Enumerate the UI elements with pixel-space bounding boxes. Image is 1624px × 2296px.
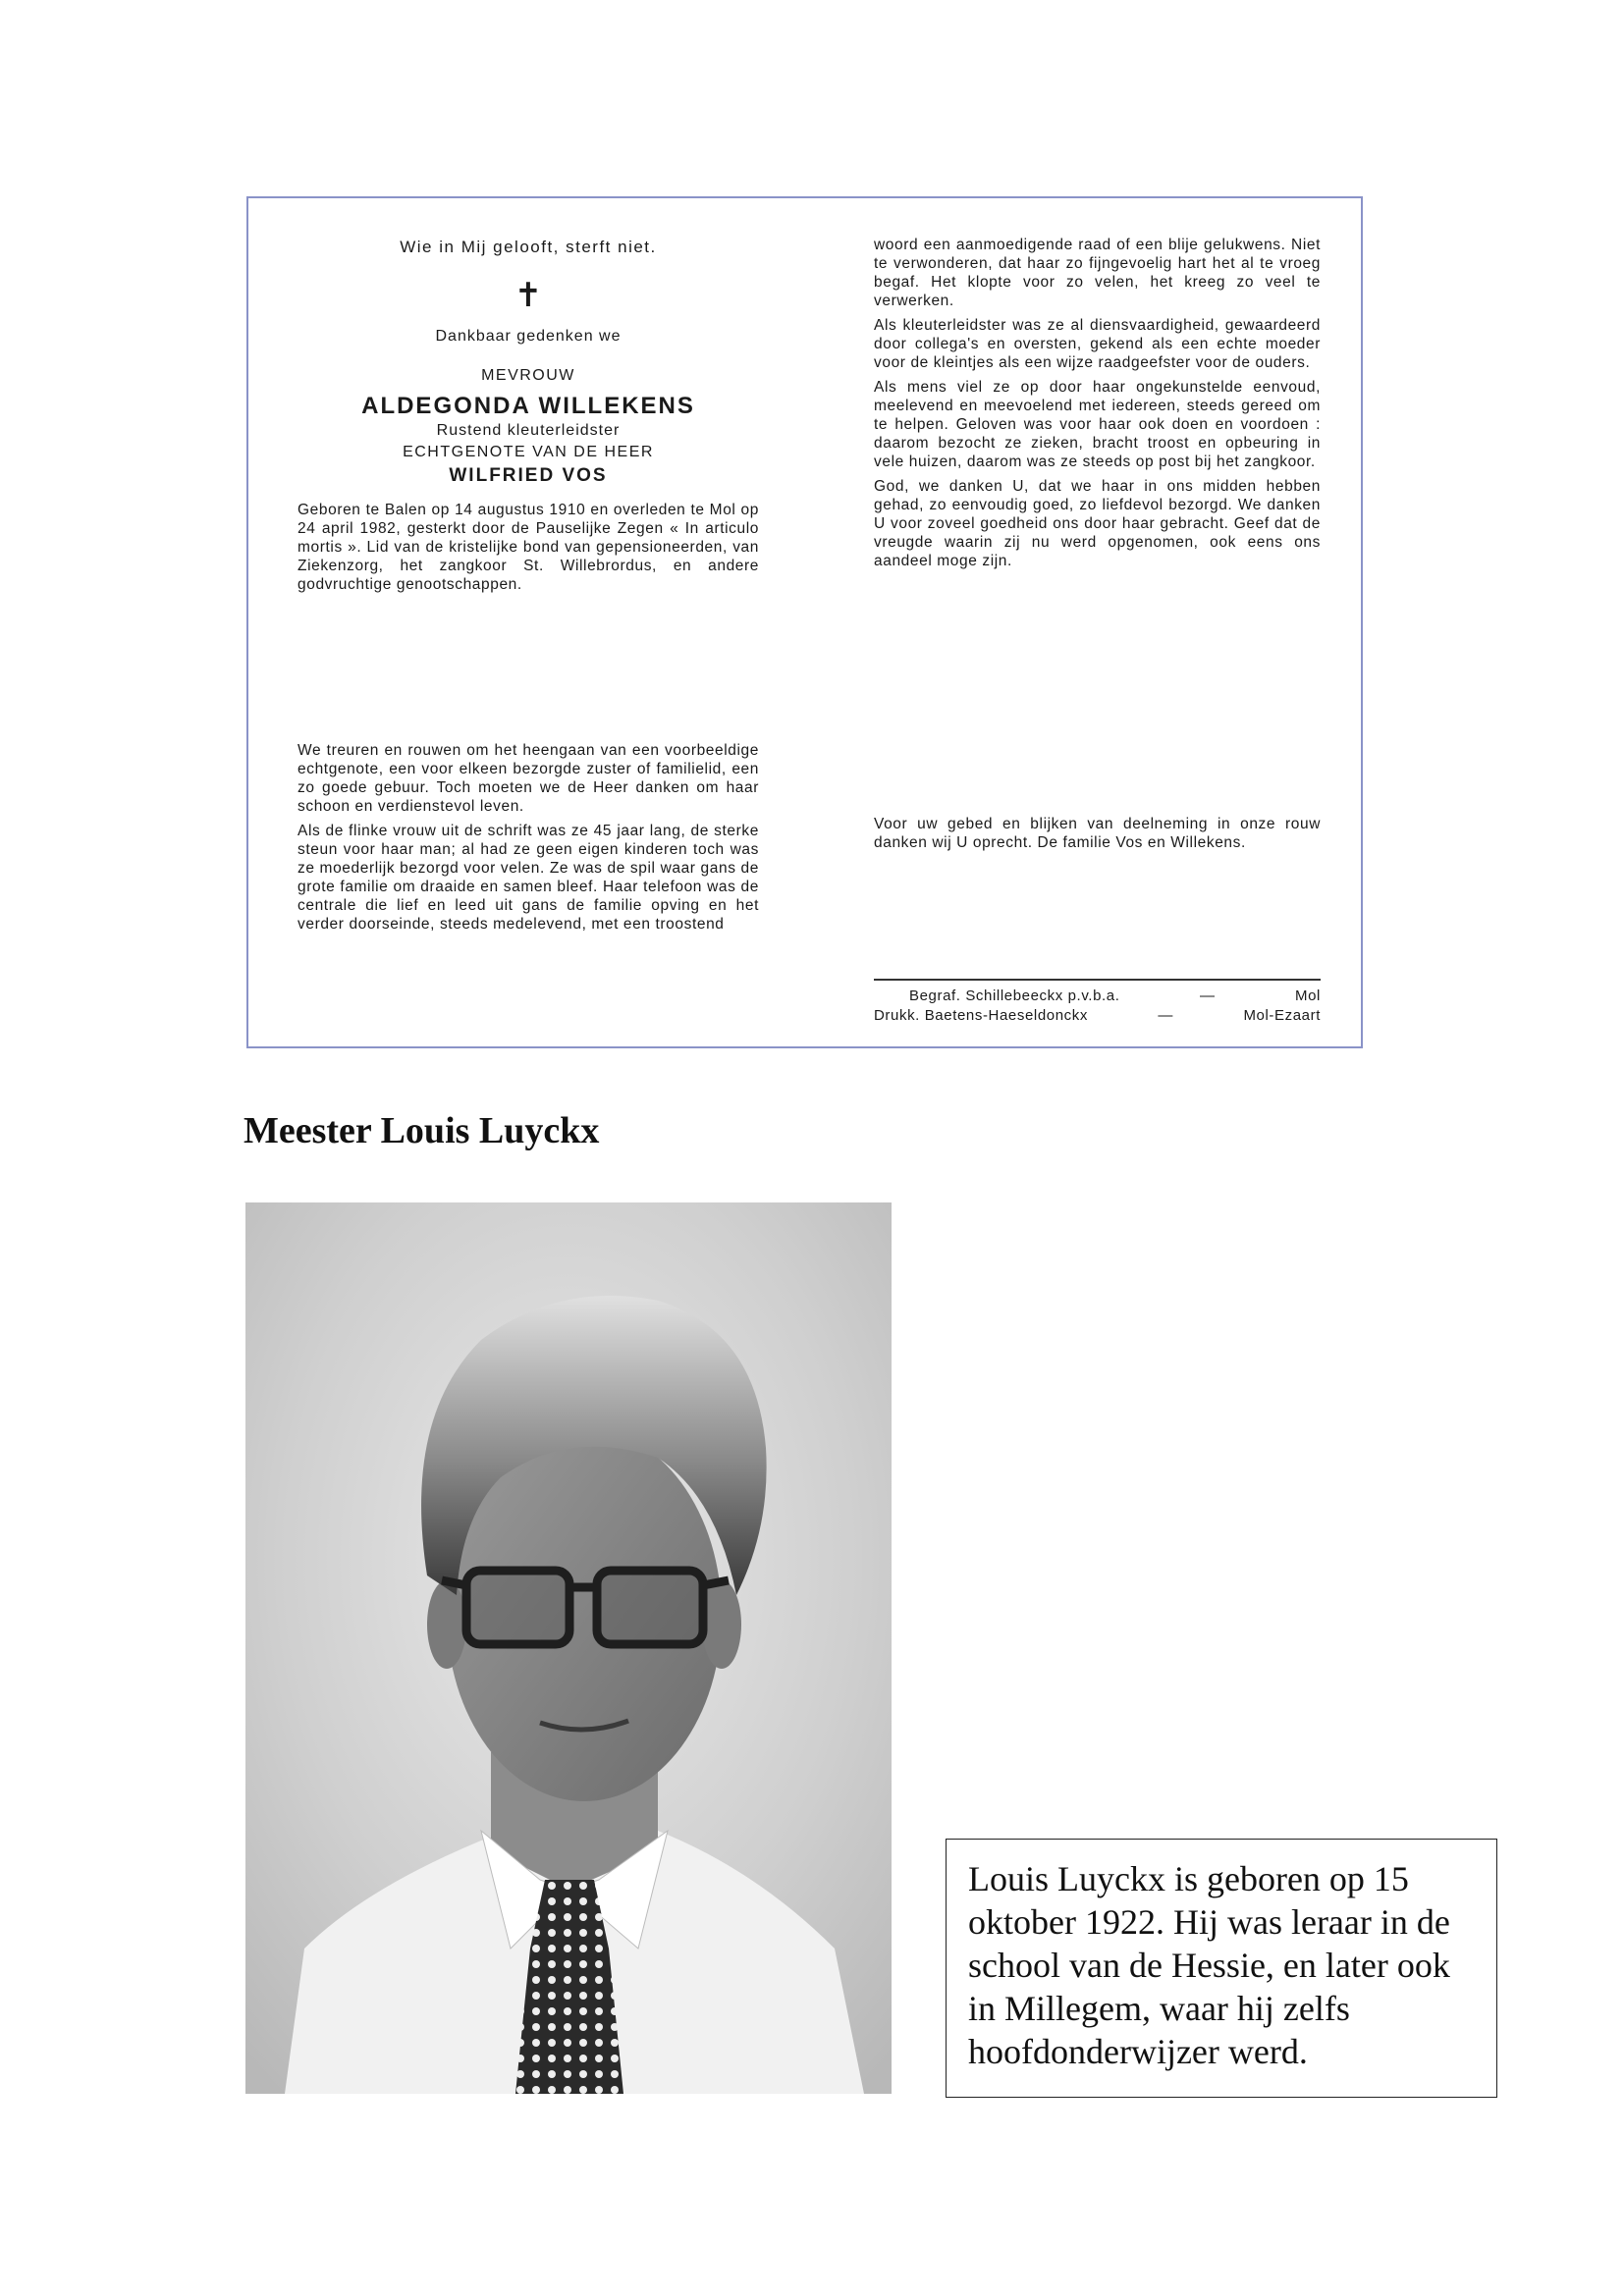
card-right-column [874,236,1321,576]
bio-text-box: Louis Luyckx is geboren op 15 oktober 1922. Hij was leraar in de school van de Hessie, en later ook in Millegem, waar hij zelfs hoofdonderwijzer werd. [946,1839,1497,2098]
section-heading: Meester Louis Luyckx [244,1110,600,1151]
card-paragraph: woord een aanmoedigende raad of een blije gelukwens. Niet te verwonderen, dat haar zo fijngevoelig hart het al te vroeg begaf. Het klopte voor zo velen, het kreeg zo veel te verwerken. [874,237,1321,309]
card-paragraph: Als mens viel ze op door haar ongekunstelde eenvoud, meelevend en meevoelend met iedereen, steeds gereed om te helpen. Geloven was voor haar ook doen en voordoen : daarom bezocht ze zieken, bracht troost en opbeuring in vele huizen, daarom was ze steeds op post bij het zangkoor. [874,379,1321,470]
card-paragraph: Als de flinke vrouw uit de schrift was ze 45 jaar lang, de sterke steun voor haar man; al had ze geen eigen kinderen toch was ze moederlijk bezorgd voor velen. Ze was de spil waar gans de grote familie om draaide en samen bleef. Haar telefoon was de centrale die lief en leed uit gans de familie opving en het verder doorseinde, steeds medelevend, met een troostend [298,823,759,933]
portrait-photo [245,1202,892,2094]
card-paragraph: We treuren en rouwen om het heengaan van een voorbeeldige echtgenote, een voor elkeen bezorgde zuster of familielid, een zo goede gebuur. Toch moeten we de Heer danken om haar schoon en verdienstevol leven. [298,742,759,815]
printer-line [874,1006,1321,1026]
cross-icon: ✝ [514,277,543,314]
memorial-card [246,196,1363,1048]
printer-place: Mol [1295,988,1321,1004]
printer-place: Mol-Ezaart [1243,1007,1321,1024]
printer-dash: — [1199,988,1216,1004]
card-thanks: Voor uw gebed en blijken van deelneming in onze rouw danken wij U oprecht. De familie Vos en Willekens. [874,816,1321,851]
card-bio: Geboren te Balen op 14 augustus 1910 en overleden te Mol op 24 april 1982, gesterkt door de Pauselijke Zegen « In articulo mortis ». Lid van de kristelijke bond van gepensioneerden, van Ziekenzorg, het zangkoor St. Willebrordus, en andere godvruchtige genootschappen. [298,502,759,593]
card-motto: Wie in Mij gelooft, sterft niet. [400,238,657,256]
spouse-line: ECHTGENOTE VAN DE HEER [403,444,654,460]
printer-name: Drukk. Baetens-Haeseldonckx [874,1007,1088,1024]
spouse-name: WILFRIED VOS [449,465,608,486]
card-title: MEVROUW [481,367,575,384]
card-left-column-bottom [298,741,759,939]
printer-dash: — [1158,1007,1174,1024]
deceased-name: ALDEGONDA WILLEKENS [361,393,695,419]
printer-name: Begraf. Schillebeeckx p.v.b.a. [909,988,1120,1004]
card-thanks-block [874,815,1321,858]
printer-line [874,987,1321,1006]
card-left-column-top [298,238,759,600]
card-paragraph: Als kleuterleidster was ze al diensvaardigheid, gewaardeerd door collega's en oversten, gekend als een echte moeder voor de kleintjes als een wijze raadgeefster voor de ouders. [874,317,1321,371]
printer-credits [874,979,1321,1026]
card-paragraph: God, we danken U, dat we haar in ons midden hebben gehad, zo eenvoudig goed, zo liefdevol bezorgd. We danken U voor zoveel goedheid ons door haar gebracht. Geef dat de vreugde waarin zij nu werd opgenomen, ook eens ons aandeel moge zijn. [874,478,1321,569]
card-remember-line: Dankbaar gedenken we [435,328,622,345]
deceased-role: Rustend kleuterleidster [436,422,621,439]
